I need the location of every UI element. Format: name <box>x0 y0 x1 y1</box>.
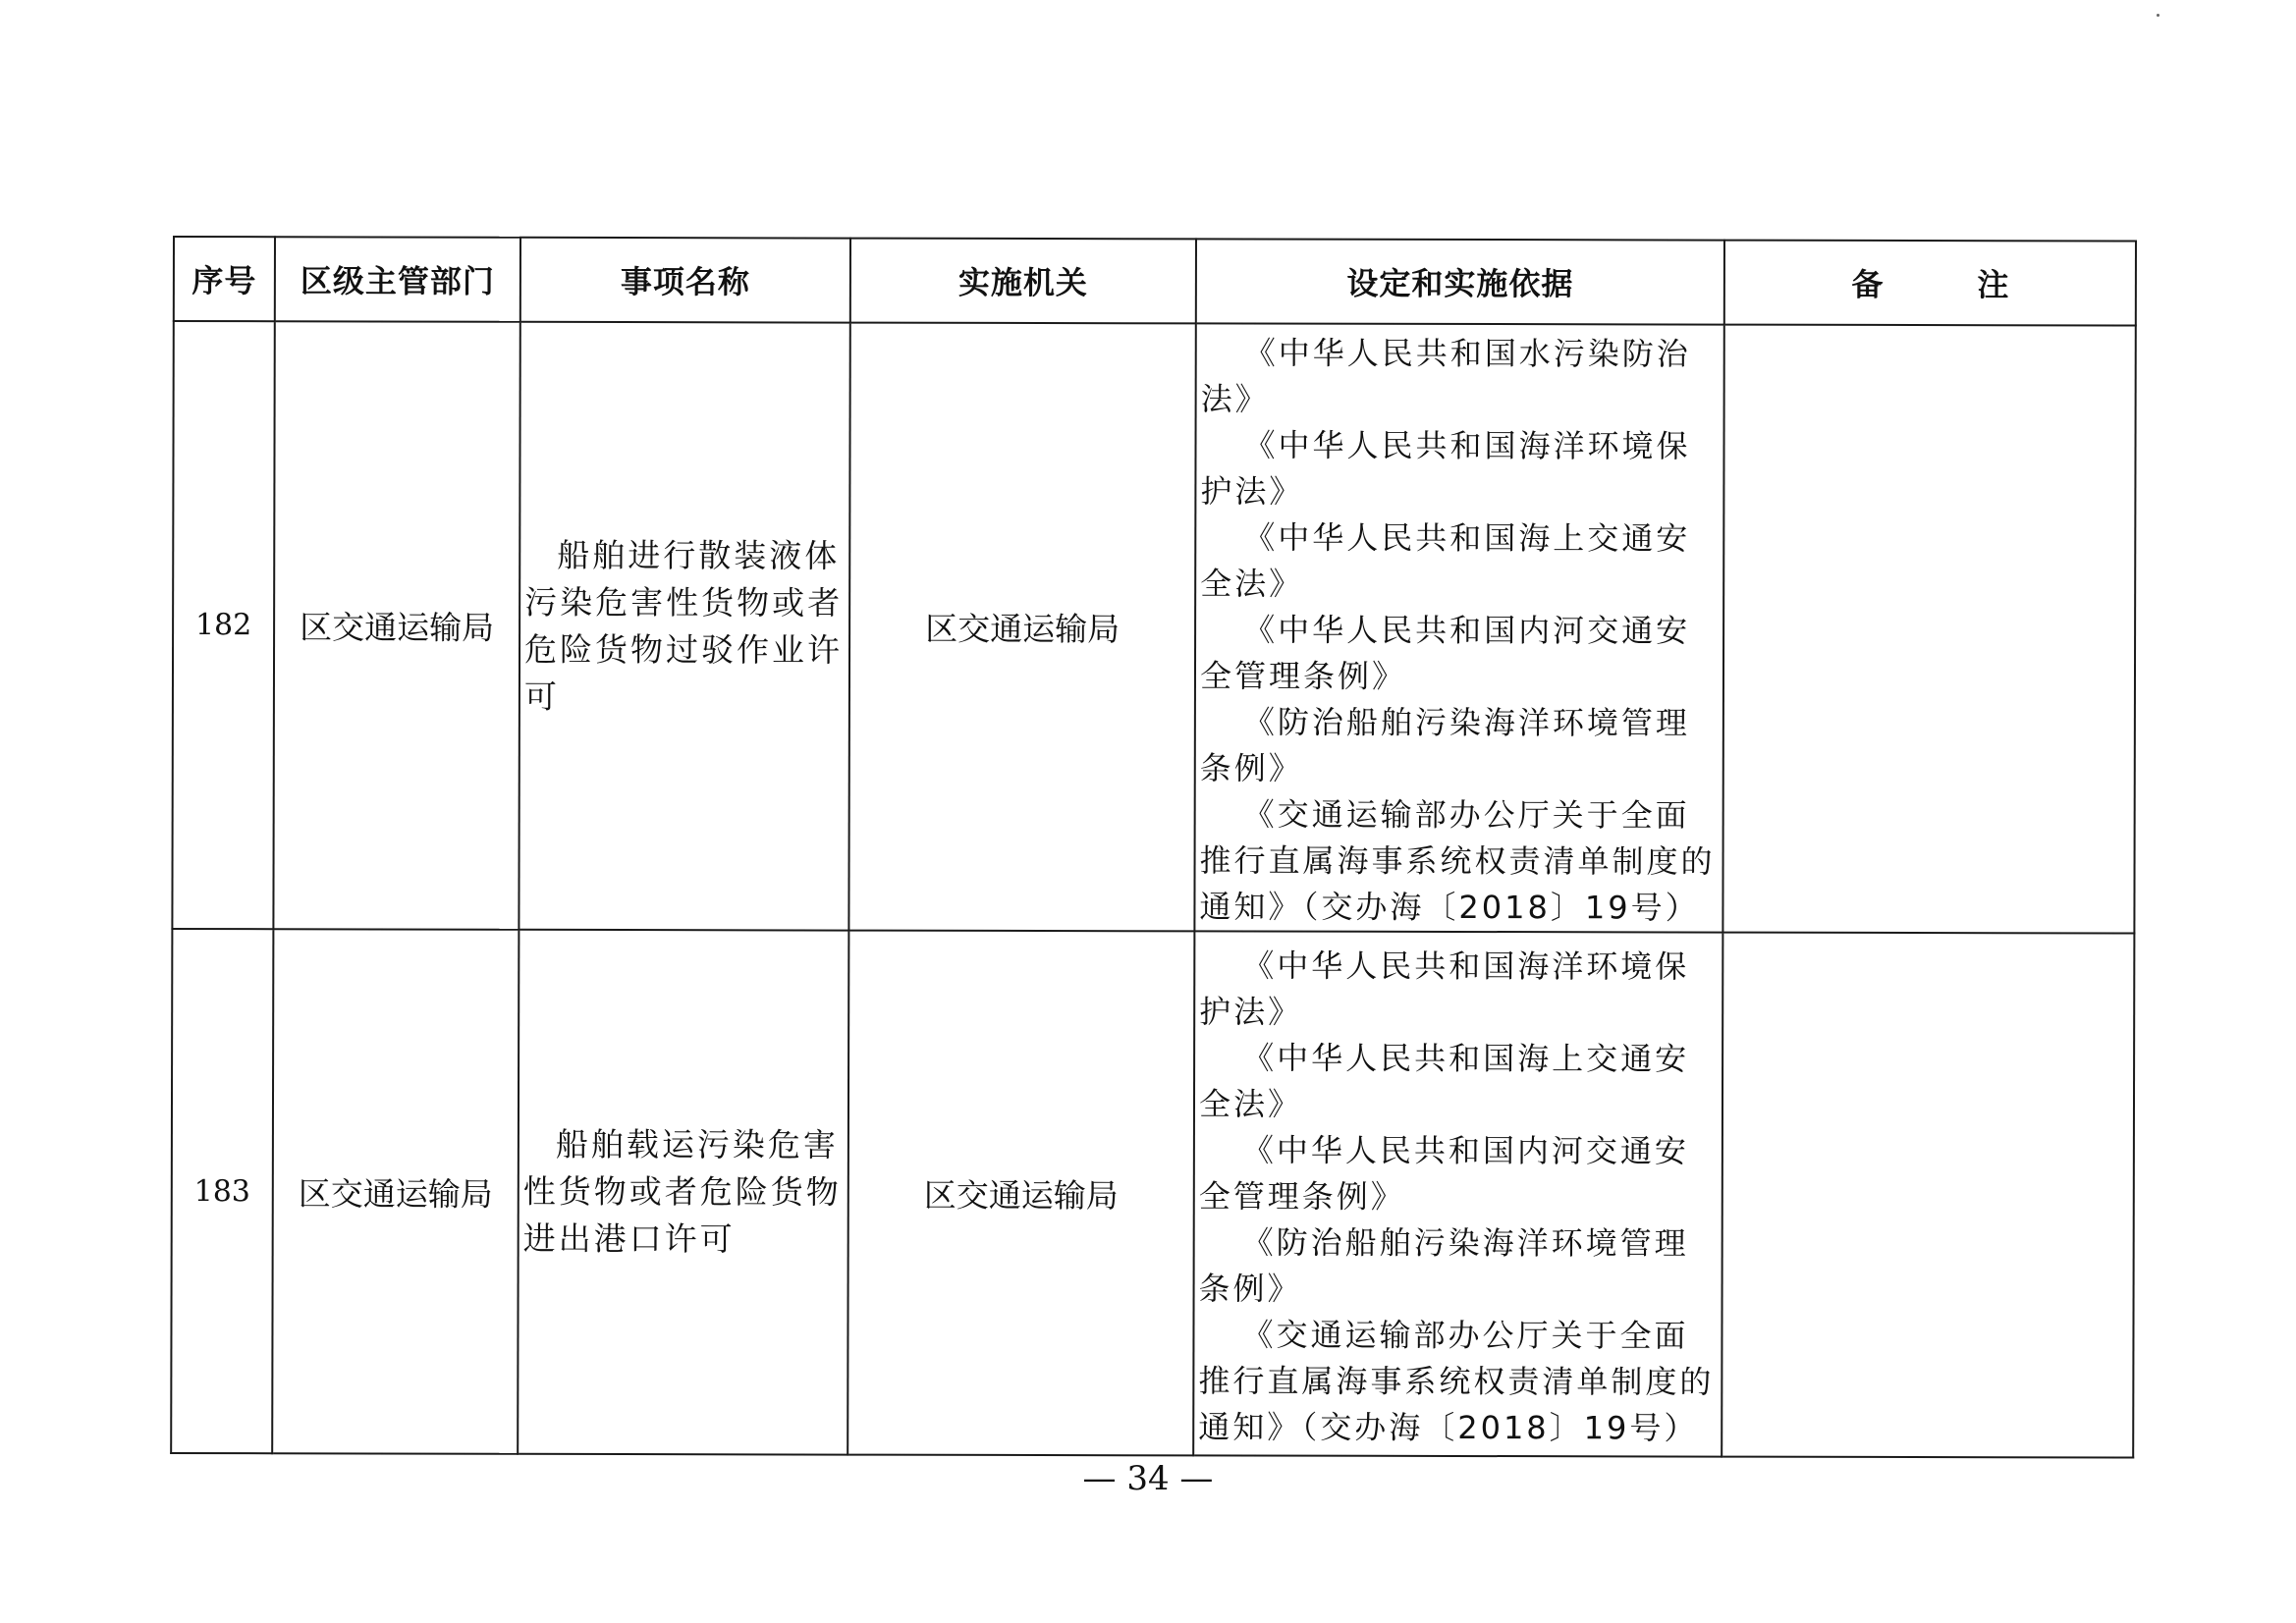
row-dept: 区交通运输局 <box>272 929 519 1454</box>
header-org: 实施机关 <box>850 239 1196 324</box>
row-item-cell <box>519 322 849 931</box>
permit-table <box>170 236 2137 1459</box>
row-remarks <box>1722 325 2135 934</box>
header-remarks-part1: 备 <box>1851 265 1884 303</box>
row-item: 船舶载运污染危害性货物或者危险货物进出港口许可 <box>522 1124 842 1259</box>
row-dept: 区交通运输局 <box>273 321 519 930</box>
basis-item: 《中华人民共和国海洋环境保护法》 <box>1200 426 1691 511</box>
table-header-row <box>174 237 2136 326</box>
basis-item: 《中华人民共和国水污染防治法》 <box>1200 334 1691 418</box>
scan-speck <box>2157 14 2159 17</box>
header-basis: 设定和实施依据 <box>1196 239 1724 324</box>
header-remarks-part2: 注 <box>1977 266 2009 304</box>
header-dept: 区级主管部门 <box>275 237 520 322</box>
row-org: 区交通运输局 <box>847 931 1194 1456</box>
header-remarks <box>1724 241 2136 326</box>
basis-item: 《中华人民共和国海上交通安全法》 <box>1200 518 1691 603</box>
basis-item: 《交通运输部办公厅关于全面推行直属海事系统权责清单制度的通知》（交办海〔2018〕19号） <box>1198 1315 1715 1447</box>
row-basis-cell <box>1194 323 1723 932</box>
basis-item: 《中华人民共和国海洋环境保护法》 <box>1199 946 1690 1031</box>
row-item-cell <box>518 930 848 1455</box>
basis-item: 《防治船舶污染海洋环境管理条例》 <box>1198 1222 1689 1308</box>
basis-item: 《中华人民共和国内河交通安全管理条例》 <box>1199 611 1691 695</box>
row-seq: 183 <box>171 929 273 1453</box>
row-remarks <box>1722 933 2134 1458</box>
basis-item: 《中华人民共和国海上交通安全法》 <box>1198 1038 1690 1123</box>
basis-item: 《中华人民共和国内河交通安全管理条例》 <box>1198 1130 1689 1216</box>
table-row <box>171 929 2134 1458</box>
row-org: 区交通运输局 <box>848 323 1195 932</box>
row-seq: 182 <box>172 321 274 929</box>
header-item: 事项名称 <box>520 238 850 323</box>
header-seq: 序号 <box>174 237 275 321</box>
row-basis-cell <box>1193 931 1722 1456</box>
table-row <box>172 321 2135 934</box>
page-number: — 34 — <box>1082 1459 1214 1498</box>
basis-item: 《交通运输部办公厅关于全面推行直属海事系统权责清单制度的通知》（交办海〔2018〕19号） <box>1199 795 1716 927</box>
row-item: 船舶进行散装液体污染危害性货物或者危险货物过驳作业许可 <box>523 535 844 716</box>
basis-item: 《防治船舶污染海洋环境管理条例》 <box>1199 703 1690 787</box>
